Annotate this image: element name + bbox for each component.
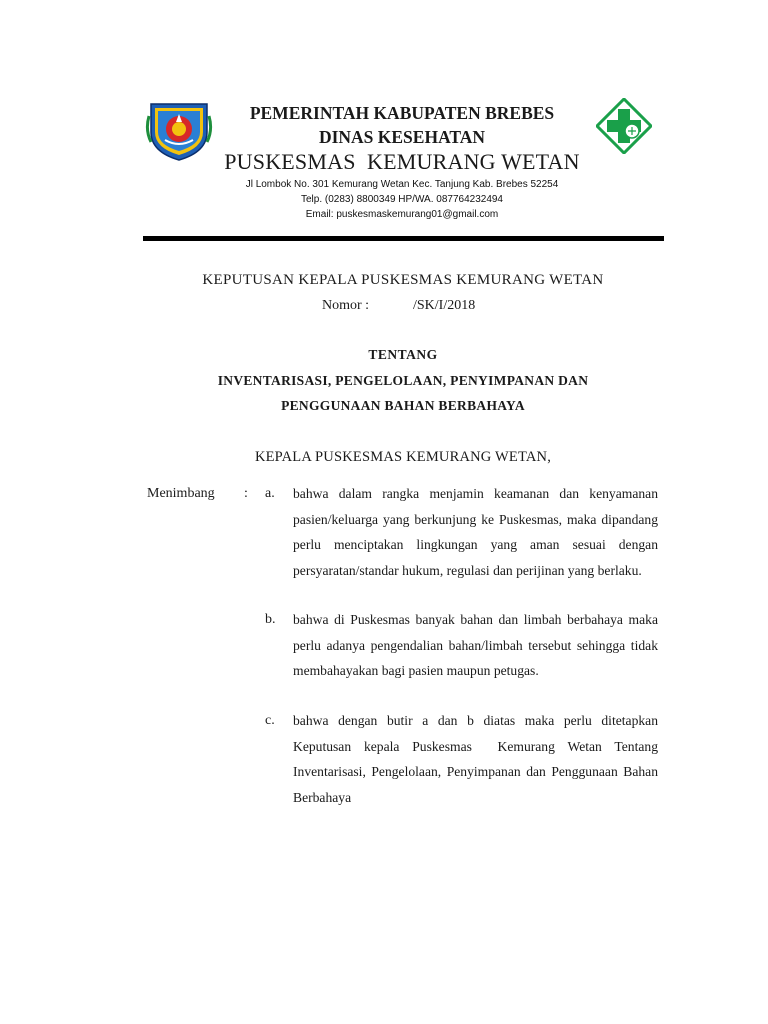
consideration-text-c: bahwa dengan butir a dan b diatas maka perlu ditetapkan Keputusan kepala Puskesmas Kemurang Wetan Tentang Inventarisasi, Pengelolaan, Penyimpanan dan Penggunaan Bahan Berbahaya	[293, 713, 662, 805]
consideration-letter-a: a.	[265, 486, 275, 501]
decree-number-value: /SK/I/2018	[413, 298, 476, 313]
letterhead-address: Jl Lombok No. 301 Kemurang Wetan Kec. Tanjung Kab. Brebes 52254	[245, 179, 559, 190]
consideration-letter-b: b.	[265, 612, 276, 627]
letterhead-government: PEMERINTAH KABUPATEN BREBES	[249, 103, 555, 123]
menimbang-label: Menimbang	[147, 486, 215, 501]
letterhead-institution: PUSKESMAS KEMURANG WETAN	[224, 149, 580, 174]
letterhead-email: Email: puskesmaskemurang01@gmail.com	[305, 209, 499, 220]
decree-heading: KEPUTUSAN KEPALA PUSKESMAS KEMURANG WETAN	[202, 272, 604, 288]
consideration-text-b: bahwa di Puskesmas banyak bahan dan limbah berbahaya maka perlu adanya pengendalian bahan/limbah tersebut sehingga tidak membahayakan bagi pasien maupun petugas.	[293, 612, 658, 679]
consideration-text-a: bahwa dalam rangka menjamin keamanan dan kenyamanan pasien/keluarga yang berkunjung ke Puskesmas, maka dipandang perlu menciptakan lingkungan yang aman sesuai dengan persyaratan/standar hukum, regulasi dan perijinan yang berlaku.	[293, 486, 658, 578]
tentang-heading: TENTANG	[368, 347, 438, 362]
subject-line-2: PENGGUNAAN BAHAN BERBAHAYA	[281, 398, 525, 413]
consideration-letter-c: c.	[265, 713, 275, 728]
subject-line-1: INVENTARISASI, PENGELOLAAN, PENYIMPANAN DAN	[217, 373, 589, 388]
letterhead-phone: Telp. (0283) 8800349 HP/WA. 087764232494	[301, 194, 503, 205]
letterhead-department: DINAS KESEHATAN	[318, 127, 486, 147]
letterhead-divider	[143, 236, 664, 241]
menimbang-colon: :	[244, 486, 248, 501]
decree-number-label: Nomor :	[322, 298, 370, 313]
head-of-puskesmas-line: KEPALA PUSKESMAS KEMURANG WETAN,	[254, 449, 552, 465]
